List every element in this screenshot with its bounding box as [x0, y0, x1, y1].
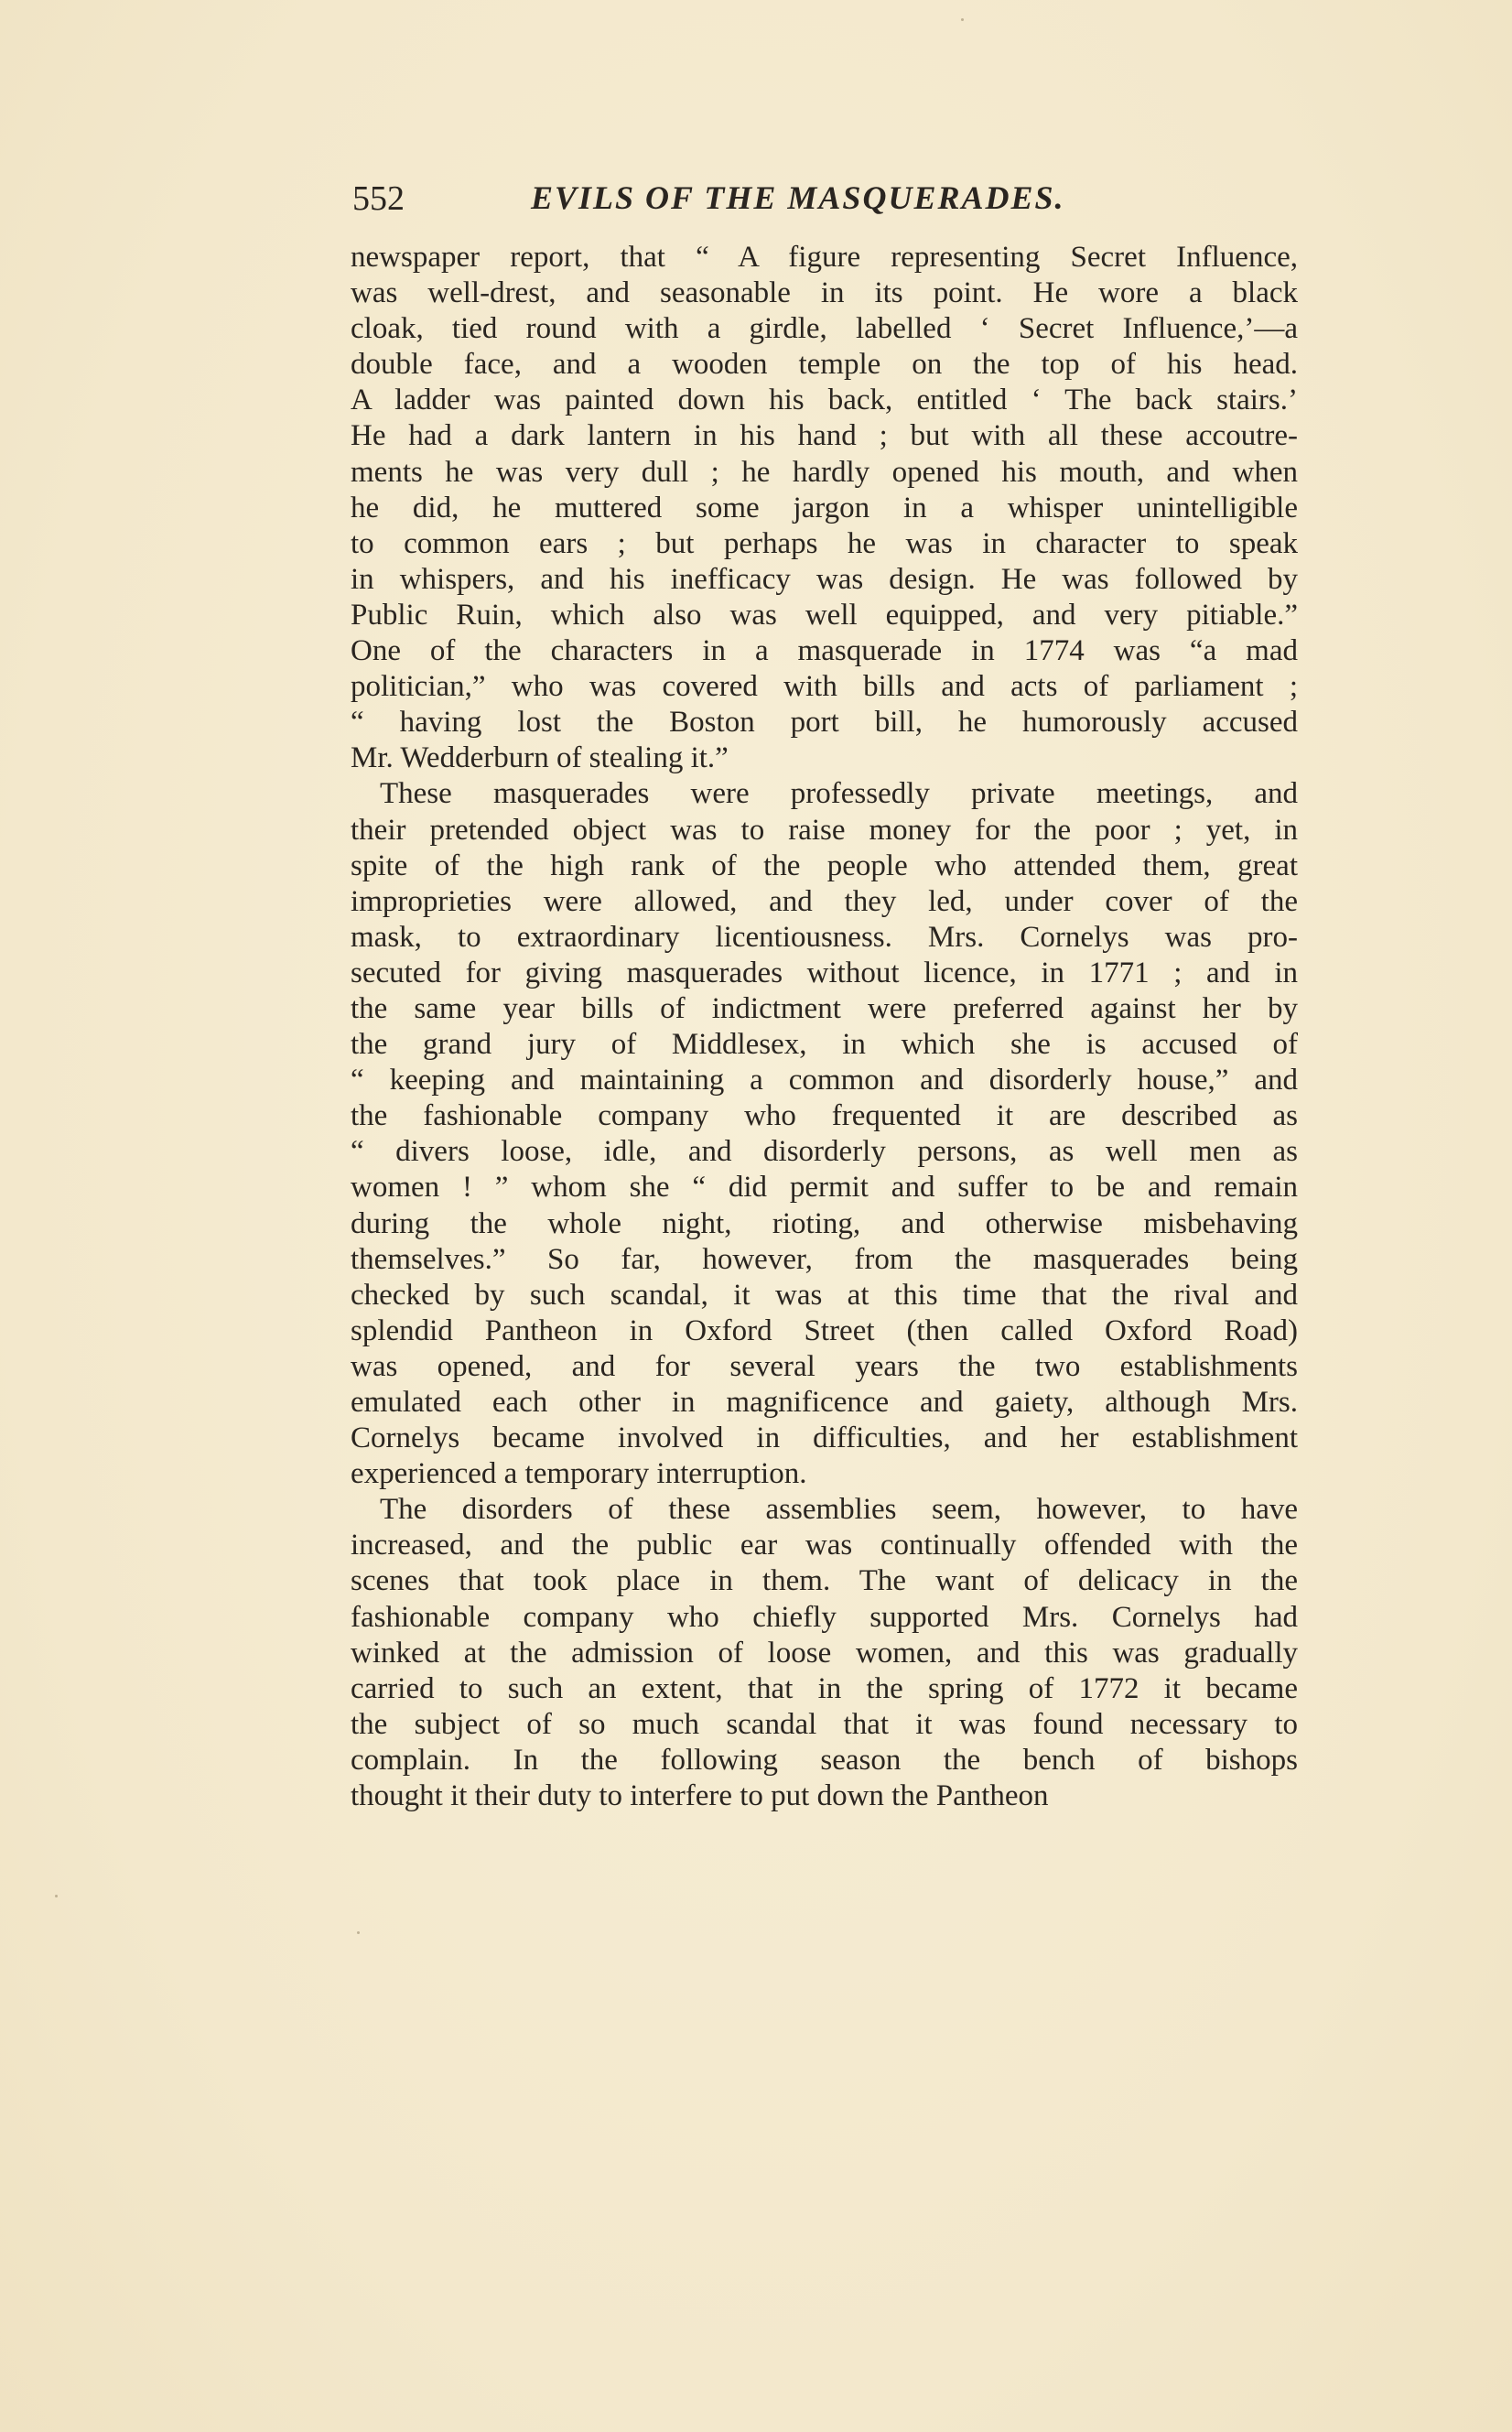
text-line: cloak, tied round with a girdle, labelled ‘ Secret Influence,’—a: [351, 312, 1298, 346]
text-line: A ladder was painted down his back, entitled ‘ The back stairs.’: [351, 384, 1298, 417]
text-line: thought it their duty to interfere to put down the Pantheon: [351, 1779, 1049, 1813]
text-line: experienced a temporary interruption.: [351, 1457, 807, 1491]
text-line: splendid Pantheon in Oxford Street (then called Oxford Road): [351, 1313, 1298, 1347]
text-line: He had a dark lantern in his hand ; but with all these accoutre-: [351, 419, 1298, 453]
paragraph: [351, 1492, 1298, 1814]
text-line: Cornelys became involved in difficulties, and her establishment: [351, 1421, 1298, 1455]
text-line: scenes that took place in them. The want of delicacy in the: [351, 1564, 1298, 1598]
text-line: the fashionable company who frequented it are described as: [351, 1099, 1298, 1133]
text-line: women ! ” whom she “ did permit and suffer to be and remain: [351, 1171, 1298, 1205]
text-line: during the whole night, rioting, and otherwise misbehaving: [351, 1206, 1298, 1240]
text-line: winked at the admission of loose women, and this was gradually: [351, 1636, 1298, 1670]
text-line: “ having lost the Boston port bill, he humorously accused: [351, 706, 1298, 740]
text-line: fashionable company who chiefly supported Mrs. Cornelys had: [351, 1600, 1298, 1634]
text-line: secuted for giving masquerades without licence, in 1771 ; and in: [351, 956, 1298, 989]
text-line: themselves.” So far, however, from the masquerades being: [351, 1242, 1298, 1276]
paper-speck: [55, 1895, 58, 1897]
text-line: carried to such an extent, that in the spring of 1772 it became: [351, 1671, 1298, 1705]
text-line: Mr. Wedderburn of stealing it.”: [351, 741, 729, 775]
text-line: improprieties were allowed, and they led, under cover of the: [351, 884, 1298, 918]
running-head: EVILS OF THE MASQUERADES.: [531, 179, 1065, 216]
text-line: These masquerades were professedly private meetings, and: [380, 777, 1298, 811]
text-line: checked by such scandal, it was at this time that the rival and: [351, 1278, 1298, 1312]
paper-speck: [357, 1931, 360, 1934]
text-line: spite of the high rank of the people who attended them, great: [351, 848, 1298, 882]
paragraph: [351, 776, 1298, 1492]
text-line: newspaper report, that “ A figure representing Secret Influence,: [351, 241, 1298, 274]
text-line: “ divers loose, idle, and disorderly persons, as well men as: [351, 1135, 1298, 1169]
text-line: was opened, and for several years the two establishments: [351, 1349, 1298, 1383]
paper-speck: [961, 18, 964, 21]
text-line: he did, he muttered some jargon in a whisper unintelligible: [351, 491, 1298, 524]
text-line: The disorders of these assemblies seem, however, to have: [380, 1493, 1298, 1527]
text-line: double face, and a wooden temple on the top of his head.: [351, 348, 1298, 382]
paragraph: [351, 240, 1298, 776]
text-line: the grand jury of Middlesex, in which she is accused of: [351, 1028, 1298, 1062]
text-line: increased, and the public ear was continually offended with the: [351, 1529, 1298, 1562]
text-line: politician,” who was covered with bills and acts of parliament ;: [351, 670, 1298, 704]
text-line: One of the characters in a masquerade in 1774 was “a mad: [351, 634, 1298, 668]
text-line: to common ears ; but perhaps he was in character to speak: [351, 526, 1298, 560]
text-line: ments he was very dull ; he hardly opened his mouth, and when: [351, 455, 1298, 489]
text-line: “ keeping and maintaining a common and disorderly house,” and: [351, 1064, 1298, 1097]
text-line: their pretended object was to raise money for the poor ; yet, in: [351, 813, 1298, 847]
page-header: [352, 178, 1295, 224]
text-line: in whispers, and his inefficacy was design. He was followed by: [351, 562, 1298, 596]
body-text: [351, 240, 1298, 1814]
text-line: emulated each other in magnificence and gaiety, although Mrs.: [351, 1386, 1298, 1419]
text-line: the subject of so much scandal that it was found necessary to: [351, 1707, 1298, 1741]
text-line: the same year bills of indictment were preferred against her by: [351, 991, 1298, 1025]
page-number: 552: [352, 179, 405, 218]
text-line: complain. In the following season the bench of bishops: [351, 1743, 1298, 1777]
text-line: mask, to extraordinary licentiousness. Mrs. Cornelys was pro-: [351, 920, 1298, 954]
text-line: Public Ruin, which also was well equipped, and very pitiable.”: [351, 598, 1298, 632]
text-line: was well-drest, and seasonable in its point. He wore a black: [351, 276, 1298, 310]
